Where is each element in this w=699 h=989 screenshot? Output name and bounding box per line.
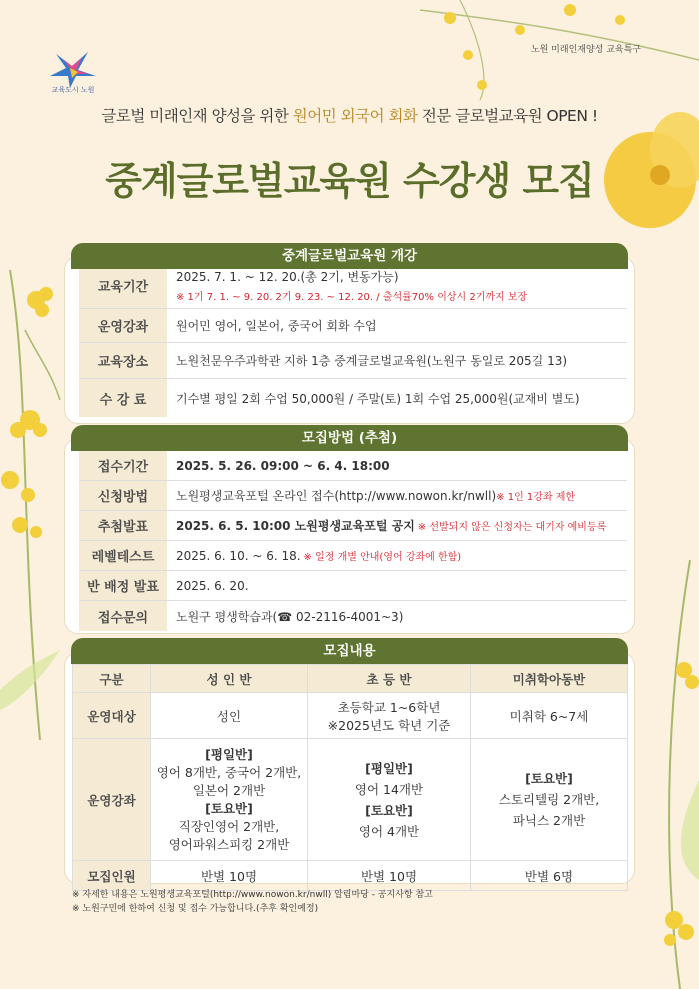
period-note: ※ 1기 7. 1. ~ 9. 20. 2기 9. 23. ~ 12. 20. / 출석률70% 이상시 2기까지 보장 <box>176 292 528 303</box>
row-value <box>167 481 627 510</box>
row-label: 신청방법 <box>79 481 167 510</box>
target-elementary <box>308 693 471 739</box>
kid-saturday-line2: 파닉스 2개반 <box>512 813 586 828</box>
recruit-table <box>72 664 628 891</box>
info-row <box>79 481 627 511</box>
info-row <box>79 343 627 379</box>
table-row <box>73 861 628 891</box>
application-period: 2025. 5. 26. 09:00 ~ 6. 4. 18:00 <box>176 458 390 473</box>
row-label: 교육장소 <box>79 343 167 378</box>
kid-saturday-title: [토요반] <box>525 771 573 786</box>
count-kid: 반별 6명 <box>471 861 628 891</box>
footnotes <box>72 888 433 916</box>
table-header-row <box>73 665 628 693</box>
info-row <box>79 571 627 601</box>
elem-saturday-title: [토요반] <box>365 802 413 818</box>
footnote-2: ※ 노원구민에 한하여 신청 및 접수 가능합니다.(추후 확인예정) <box>72 904 319 914</box>
apply-note: ※ 1인 1강좌 제한 <box>496 492 576 503</box>
adult-weekday-title: [평일반] <box>205 746 253 762</box>
courses-kid <box>471 739 628 861</box>
info-row <box>79 263 627 309</box>
level-test-note: ※ 일정 개별 안내(영어 강좌에 한함) <box>303 552 462 563</box>
section-header: 모집내용 <box>71 638 628 664</box>
period-value: 2025. 7. 1. ~ 12. 20.(총 2기, 변동가능) <box>176 270 399 284</box>
subhead-text: 글로벌 미래인재 양성을 위한 <box>101 107 293 125</box>
elem-weekday-line1: 영어 14개반 <box>354 781 424 797</box>
section-header: 모집방법 (추첨) <box>71 425 628 451</box>
adult-saturday-line2: 영어파워스피킹 2개반 <box>168 836 290 852</box>
col-header: 구분 <box>73 665 151 693</box>
target-kid: 미취학 6~7세 <box>471 693 628 739</box>
courses-adult <box>151 739 308 861</box>
adult-weekday-line1: 영어 8개반, 중국어 2개반, <box>156 764 302 780</box>
row-label: 추첨발표 <box>79 511 167 540</box>
row-label: 레벨테스트 <box>79 541 167 570</box>
district-label: 노원 미래인재양성 교육특구 <box>530 45 641 55</box>
row-label: 운영강좌 <box>79 309 167 342</box>
elem-saturday-line1: 영어 4개반 <box>358 823 420 839</box>
row-label: 모집인원 <box>73 861 151 891</box>
row-label: 반 배정 발표 <box>79 571 167 600</box>
row-label: 접수문의 <box>79 601 167 631</box>
elem-weekday-title: [평일반] <box>365 760 413 776</box>
apply-method: 노원평생교육포털 온라인 접수(http://www.nowon.kr/nwll) <box>176 489 497 503</box>
count-elementary: 반별 10명 <box>308 861 471 891</box>
adult-weekday-line2: 일본어 2개반 <box>192 782 266 798</box>
row-value <box>167 451 627 480</box>
footnote-1: ※ 자세한 내용은 노원평생교육포털(http://www.nowon.kr/nwll) 알림마당 - 공지사항 참고 <box>72 890 433 900</box>
info-row <box>79 451 627 481</box>
section-opening <box>64 256 635 424</box>
info-row <box>79 511 627 541</box>
lottery-note: ※ 선발되지 않은 신청자는 대기자 예비등록 <box>417 522 607 533</box>
subheadline <box>0 104 699 126</box>
subhead-highlight: 원어민 외국어 회화 <box>292 107 418 125</box>
table-row <box>73 739 628 861</box>
target-elementary-line1: 초등학교 1~6학년 <box>337 699 441 715</box>
subhead-text-end: 전문 글로벌교육원 OPEN ! <box>417 107 598 125</box>
lottery-result: 2025. 6. 5. 10:00 노원평생교육포털 공지 <box>176 519 415 533</box>
section-method <box>64 438 635 634</box>
nowon-logo <box>44 46 102 94</box>
adult-saturday-title: [토요반] <box>205 800 253 816</box>
row-value: 노원구 평생학습과(☎ 02-2116-4001~3) <box>176 609 404 624</box>
section-header: 중계글로벌교육원 개강 <box>71 243 628 269</box>
row-value <box>167 541 627 570</box>
row-value: 노원천문우주과학관 지하 1층 중계글로벌교육원(노원구 동일로 205길 13) <box>176 354 568 368</box>
info-row <box>79 541 627 571</box>
info-row <box>79 309 627 343</box>
row-label: 운영강좌 <box>73 739 151 861</box>
page-title: 중계글로벌교육원 수강생 모집 <box>105 159 594 203</box>
info-row <box>79 601 627 631</box>
row-value: 2025. 6. 20. <box>176 578 249 593</box>
row-label: 교육기간 <box>79 263 167 308</box>
col-header: 초 등 반 <box>308 665 471 693</box>
row-value: 기수별 평일 2회 수업 50,000원 / 주말(토) 1회 수업 25,000원(교재비 별도) <box>176 391 580 406</box>
row-label: 수 강 료 <box>79 379 167 417</box>
adult-saturday-line1: 직장인영어 2개반, <box>178 818 280 834</box>
target-adult: 성인 <box>151 693 308 739</box>
level-test-date: 2025. 6. 10. ~ 6. 18. <box>176 548 301 563</box>
col-header: 미취학아동반 <box>471 665 628 693</box>
kid-saturday-line1: 스토리텔링 2개반, <box>498 792 600 807</box>
col-header: 성 인 반 <box>151 665 308 693</box>
table-row <box>73 693 628 739</box>
row-value <box>167 511 627 540</box>
row-label: 운영대상 <box>73 693 151 739</box>
logo-text: 교육도시 노원 <box>51 86 95 94</box>
courses-elementary <box>308 739 471 861</box>
target-elementary-line2: ※2025년도 학년 기준 <box>327 717 451 733</box>
row-label: 접수기간 <box>79 451 167 480</box>
row-value: 원어민 영어, 일본어, 중국어 회화 수업 <box>176 319 377 333</box>
count-adult: 반별 10명 <box>151 861 308 891</box>
row-value <box>167 263 627 308</box>
info-row <box>79 379 627 417</box>
